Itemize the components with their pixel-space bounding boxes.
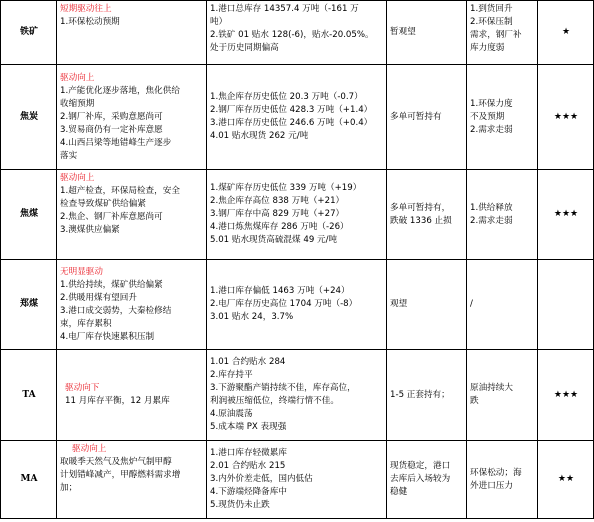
risk-line: 原油持续大 [470, 383, 513, 393]
commodity-name: 郑煤 [1, 260, 57, 350]
strategy-cell [387, 260, 467, 350]
driver-line: 束，库存累积 [60, 318, 112, 329]
fundamentals-line: 处于历史同期偏高 [210, 43, 279, 53]
fundamentals-line: 5.01 贴水现货高硫混煤 49 元/吨 [210, 235, 338, 245]
fundamentals-line: 2.焦企库存高位 838 万吨（+21） [210, 196, 345, 206]
risk-line: 跌 [470, 396, 479, 406]
commodity-name: TA [1, 350, 57, 441]
fundamentals-line: 5.现货仍未止跌 [210, 500, 270, 510]
fundamentals-cell [207, 441, 387, 519]
fundamentals-line: 2.电厂库存历史高位 1704 万吨（-8） [210, 299, 358, 309]
fundamentals-line: 1.港口库存轻微累库 [210, 448, 287, 458]
driver-title: 驱动向下 [65, 383, 100, 393]
fundamentals-line: 4.下游端烃降备库中 [210, 487, 287, 497]
fundamentals-line: 3.钢厂库存中高 829 万吨（+27） [210, 209, 345, 219]
fundamentals-line: 5.成本端 PX 表现强 [210, 422, 287, 432]
driver-title: 驱动向上 [72, 444, 107, 454]
commodity-name: MA [1, 441, 57, 519]
fundamentals-cell [207, 1, 387, 65]
table-row [1, 260, 594, 350]
fundamentals-line: 1.01 合约贴水 284 [210, 357, 286, 367]
fundamentals-cell [207, 170, 387, 260]
rating-stars: ★ [538, 1, 594, 65]
risk-line: 不及预期 [470, 111, 505, 122]
driver-line: 2.供暖用煤有望回升 [60, 292, 137, 303]
driver-line: 4.山西吕梁等地错峰生产逐步 [60, 137, 172, 148]
driver-cell [57, 260, 207, 350]
strategy-line: 多单可暂持有， [390, 202, 451, 213]
rating-stars [538, 260, 594, 350]
risk-line: 1.供给释放 [470, 202, 513, 213]
driver-cell [57, 170, 207, 260]
risk-line: 需求，钢厂补 [470, 30, 522, 40]
fundamentals-line: 吨） [210, 17, 228, 27]
strategy-line: 跌破 1336 止损 [390, 215, 452, 226]
fundamentals-line: 1.煤矿库存历史低位 339 万吨（+19） [210, 183, 362, 193]
risk-line: 外进口压力 [470, 480, 513, 491]
rating-stars: ★★ [538, 441, 594, 519]
fundamentals-line: 4.原油震荡 [210, 409, 253, 419]
fundamentals-line: 4.01 贴水现货 262 元/吨 [210, 131, 309, 141]
fundamentals-line: 3.01 贴水 24，3.7% [210, 312, 294, 322]
fundamentals-line: 1.焦企库存历史低位 20.3 万吨（-0.7） [210, 92, 363, 102]
risk-line: 1.环保力度 [470, 98, 513, 109]
commodity-name: 焦炭 [1, 65, 57, 170]
fundamentals-line: 4.港口炼焦煤库存 286 万吨（-26） [210, 222, 349, 232]
strategy-line: 多单可暂持有 [390, 111, 442, 122]
driver-line: 1.超产检查，环保局检查，安全 [60, 186, 180, 196]
risk-line: 2.环保压制 [470, 17, 513, 27]
fundamentals-line: 1.港口库存偏低 1463 万吨（+24） [210, 286, 350, 296]
driver-line: 1.环保松动预期 [60, 17, 120, 27]
fundamentals-cell [207, 350, 387, 441]
fundamentals-line: 利润被压缩低位，终端行情不佳。 [210, 396, 339, 406]
driver-line: 加； [60, 483, 78, 493]
fundamentals-line: 1.港口总库存 14357.4 万吨（-161 万 [210, 4, 359, 14]
driver-title: 短期驱动往上 [60, 4, 112, 14]
driver-cell [57, 65, 207, 170]
risk-cell [467, 441, 538, 519]
risk-cell [467, 260, 538, 350]
fundamentals-line: 3.港口库存历史低位 246.6 万吨（+0.4） [210, 118, 373, 128]
rating-stars: ★★★ [538, 170, 594, 260]
table-row [1, 65, 594, 170]
risk-line: 库力度弱 [470, 43, 505, 53]
fundamentals-line: 2.铁矿 01 贴水 128(-6)，贴水-20.05%。 [210, 30, 374, 40]
driver-line: 计划错峰减产，甲醇燃料需求增 [60, 470, 181, 480]
strategy-cell [387, 65, 467, 170]
strategy-line: 观望 [390, 299, 408, 309]
rating-stars: ★★★ [538, 65, 594, 170]
driver-line: 3.澳煤供应偏紧 [60, 225, 120, 235]
fundamentals-line: 2.钢厂库存历史低位 428.3 万吨（+1.4） [210, 105, 373, 115]
strategy-cell [387, 1, 467, 65]
table-row [1, 1, 594, 65]
rating-stars: ★★★ [538, 350, 594, 441]
risk-line: 2.需求走弱 [470, 215, 513, 226]
strategy-cell [387, 441, 467, 519]
table-row [1, 441, 594, 519]
driver-title: 驱动向上 [60, 173, 95, 183]
driver-cell [57, 350, 207, 441]
driver-title: 无明显驱动 [60, 266, 103, 277]
driver-title: 驱动向上 [60, 72, 95, 83]
commodity-name: 铁矿 [1, 1, 57, 65]
driver-line: 落实 [60, 150, 78, 161]
strategy-line: 去库后入场较为 [390, 474, 451, 484]
table-row [1, 170, 594, 260]
driver-line: 检查导致煤矿供给偏紧 [60, 199, 146, 209]
fundamentals-line: 3.内外价差走低，国内低估 [210, 474, 313, 484]
risk-line: 环保松动；海 [470, 467, 522, 478]
strategy-line: 现货稳定，港口 [390, 461, 451, 471]
risk-cell [467, 1, 538, 65]
risk-line: 1.到货回升 [470, 4, 513, 14]
driver-line: 1.供给持续，煤矿供给偏紧 [60, 279, 163, 290]
driver-line: 11 月库存平衡，12 月累库 [65, 396, 170, 406]
strategy-line: 稳健 [390, 487, 408, 497]
fundamentals-line: 2.01 合约贴水 215 [210, 461, 286, 471]
fundamentals-line: 3.下游聚酯产销持续不佳，库存高位， [210, 383, 356, 393]
driver-line: 2.焦企、钢厂补库意愿尚可 [60, 212, 163, 222]
strategy-cell [387, 350, 467, 441]
driver-line: 2.钢厂补库，采购意愿尚可 [60, 111, 163, 122]
fundamentals-cell [207, 260, 387, 350]
strategy-cell [387, 170, 467, 260]
driver-line: 3.港口成交弱势，大秦检修结 [60, 305, 172, 316]
risk-cell [467, 350, 538, 441]
driver-line: 1.产能优化逐步落地，焦化供给 [60, 85, 180, 96]
table-row [1, 350, 594, 441]
risk-line: / [470, 299, 473, 309]
risk-cell [467, 170, 538, 260]
driver-line: 3.贸易商仍有一定补库意愿 [60, 124, 163, 135]
driver-line: 4.电厂库存快速累积压制 [60, 331, 155, 342]
strategy-line: 1-5 正套持有； [390, 389, 450, 400]
driver-cell [57, 1, 207, 65]
risk-cell [467, 65, 538, 170]
driver-line: 收缩预期 [60, 98, 95, 109]
fundamentals-line: 2.库存持平 [210, 370, 253, 380]
fundamentals-cell [207, 65, 387, 170]
strategy-line: 暂观望 [390, 27, 416, 37]
driver-line: 取暖季天然气及焦炉气制甲醇 [60, 457, 172, 467]
commodity-name: 焦煤 [1, 170, 57, 260]
risk-line: 2.需求走弱 [470, 124, 513, 135]
driver-cell [57, 441, 207, 519]
